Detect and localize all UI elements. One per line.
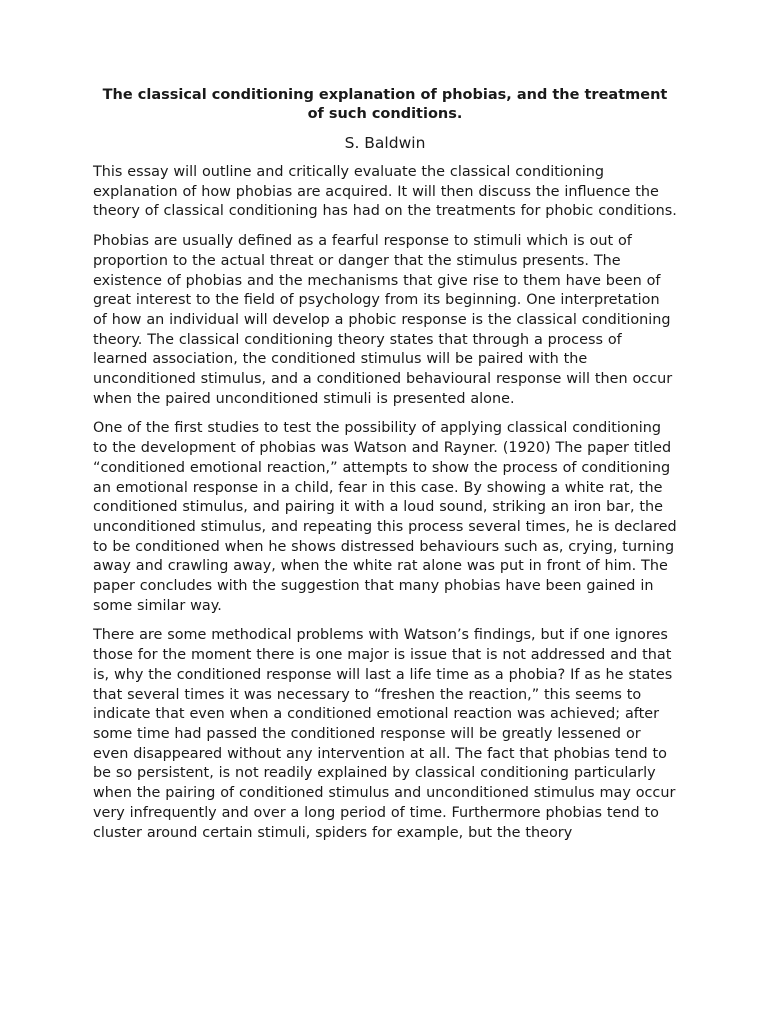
paragraph-definition: Phobias are usually defined as a fearful response to stimuli which is out of proportion to the actual threat or danger that the stimulus presents. The existence of phobias and the mechanisms that give rise to them have been of great interest to the field of psychology from its beginning. One interpretation of how an individual will develop a phobic response is the classical conditioning theory. The classical conditioning theory states that through a process of learned association, the conditioned stimulus will be paired with the unconditioned stimulus, and a conditioned behavioural response will then occur when the paired unconditioned stimuli is presented alone.: [93, 233, 673, 407]
document-title: The classical conditioning explanation of phobias, and the treatment of such conditions.: [102, 87, 668, 122]
document-author: S. Baldwin: [344, 134, 426, 152]
document-page: [93, 86, 677, 853]
paragraph-critique: There are some methodical problems with Watson’s findings, but if one ignores those for the moment there is one major is issue that is not addressed and that is, why the conditioned response will last a life time as a phobia? If as he states that several times it was necessary to “freshen the reaction,” this seems to indicate that even when a conditioned emotional reaction was achieved; after some time had passed the conditioned response will be greatly lessened or even disappeared without any intervention at all. The fact that phobias tend to be so persistent, is not readily explained by classical conditioning particularly when the pairing of conditioned stimulus and unconditioned stimulus may occur very infrequently and over a long period of time. Furthermore phobias tend to cluster around certain stimuli, spiders for example, but the theory: [93, 627, 676, 841]
paragraph-watson-rayner: One of the first studies to test the possibility of applying classical conditioning to the development of phobias was Watson and Rayner. (1920) The paper titled “conditioned emotional reaction,” attempts to show the process of conditioning an emotional response in a child, fear in this case. By showing a white rat, the conditioned stimulus, and pairing it with a loud sound, striking an iron bar, the unconditioned stimulus, and repeating this process several times, he is declared to be conditioned when he shows distressed behaviours such as, crying, turning away and crawling away, when the white rat alone was put in front of him. The paper concludes with the suggestion that many phobias have been gained in some similar way.: [93, 420, 677, 614]
paragraph-intro: This essay will outline and critically evaluate the classical conditioning explanation of how phobias are acquired. It will then discuss the influence the theory of classical conditioning has had on the treatments for phobic conditions.: [93, 164, 677, 220]
